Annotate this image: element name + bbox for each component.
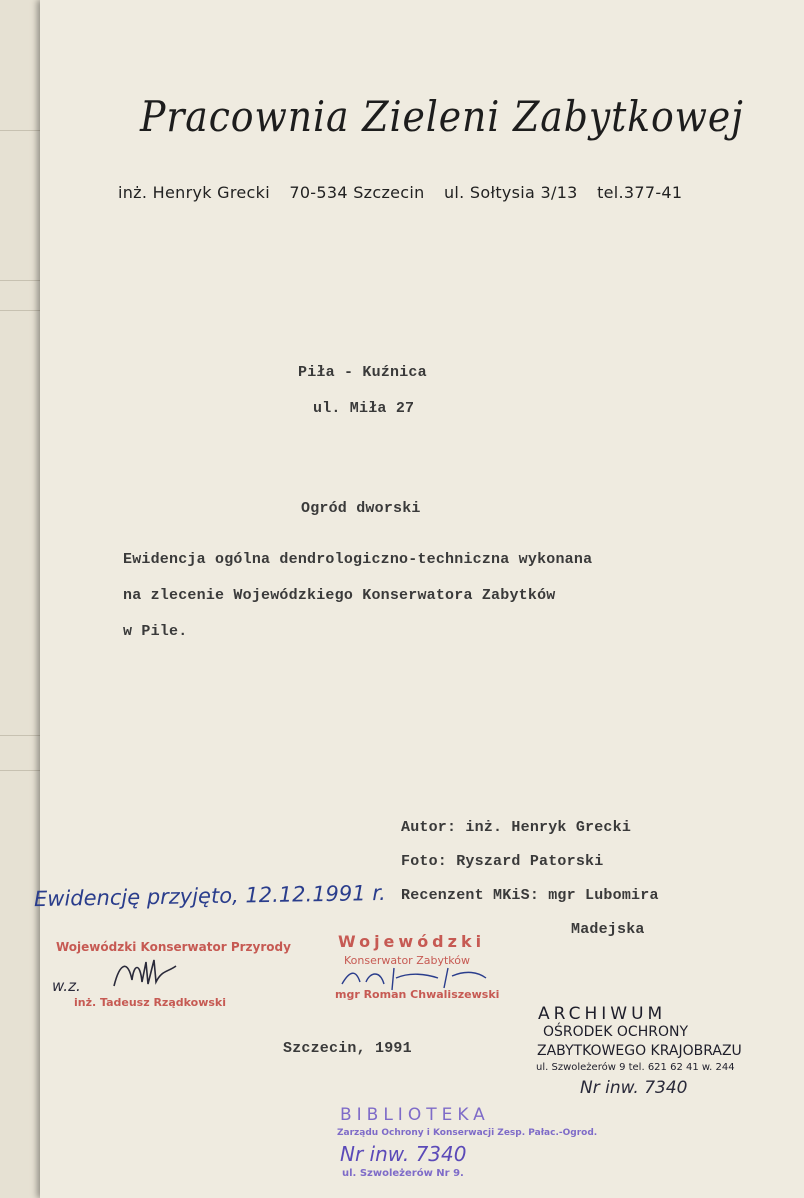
- stamp-nature-conservator-title: Wojewódzki Konserwator Przyrody: [56, 940, 291, 954]
- stamp-monuments-title: Wojewódzki: [338, 932, 486, 951]
- description-line: Ewidencja ogólna dendrologiczno-techniczna wykonana: [123, 551, 593, 568]
- archive-stamp-title: ARCHIWUM: [538, 1004, 667, 1024]
- underpage-rule: [0, 310, 40, 311]
- archive-stamp-address: ul. Szwoleżerów 9 tel. 621 62 41 w. 244: [536, 1062, 735, 1073]
- stamp-monuments-subtitle: Konserwator Zabytków: [344, 954, 470, 967]
- credit-reviewer: Recenzent MKiS: mgr Lubomira: [401, 887, 659, 904]
- credit-reviewer-surname: Madejska: [571, 921, 645, 938]
- archive-stamp-line3: ZABYTKOWEGO KRAJOBRAZU: [537, 1043, 742, 1059]
- signature-nature-conservator: [110, 956, 180, 992]
- address-phone: tel.377-41: [597, 183, 683, 202]
- address-street: ul. Sołtysia 3/13: [443, 183, 578, 202]
- underpage-rule: [0, 770, 40, 771]
- location-street: ul. Miła 27: [313, 400, 415, 417]
- archive-inventory-note: Nr inw. 7340: [580, 1078, 688, 1098]
- library-stamp-title: BIBLIOTEKA: [340, 1105, 490, 1125]
- library-stamp-line3: ul. Szwoleżerów Nr 9.: [342, 1168, 464, 1179]
- letterhead-address: [118, 183, 696, 202]
- address-name: inż. Henryk Grecki: [118, 183, 270, 202]
- underpage-rule: [0, 735, 40, 736]
- document-subject: Ogród dworski: [301, 500, 421, 517]
- underpage-rule: [0, 130, 40, 131]
- underlying-page-edge: [0, 0, 43, 1198]
- underpage-rule: [0, 280, 40, 281]
- credit-photo: Foto: Ryszard Patorski: [401, 853, 604, 870]
- letterhead-title: Pracownia Zieleni Zabytkowej: [140, 92, 744, 141]
- place-and-date: Szczecin, 1991: [283, 1040, 412, 1057]
- stamp-nature-conservator-name: inż. Tadeusz Rządkowski: [74, 996, 227, 1009]
- document-page: [33, 0, 804, 1198]
- stamp-nature-prefix: w.z.: [52, 977, 81, 995]
- location-city: Piła - Kuźnica: [298, 364, 427, 381]
- description-line: na zlecenie Wojewódzkiego Konserwatora Zabytków: [123, 587, 556, 604]
- library-stamp-line2: Zarządu Ochrony i Konserwacji Zesp. Pałac.-Ogrod.: [337, 1128, 598, 1138]
- description-line: w Pile.: [123, 623, 188, 640]
- archive-stamp-line2: OŚRODEK OCHRONY: [543, 1024, 689, 1040]
- address-postcode: 70-534 Szczecin: [289, 183, 425, 202]
- credit-author: Autor: inż. Henryk Grecki: [401, 819, 632, 836]
- handwritten-acceptance-note: Ewidencję przyjęto, 12.12.1991 r.: [33, 880, 386, 912]
- library-inventory-number: Nr inw. 7340: [340, 1142, 467, 1166]
- stamp-monuments-name: mgr Roman Chwaliszewski: [335, 988, 500, 1001]
